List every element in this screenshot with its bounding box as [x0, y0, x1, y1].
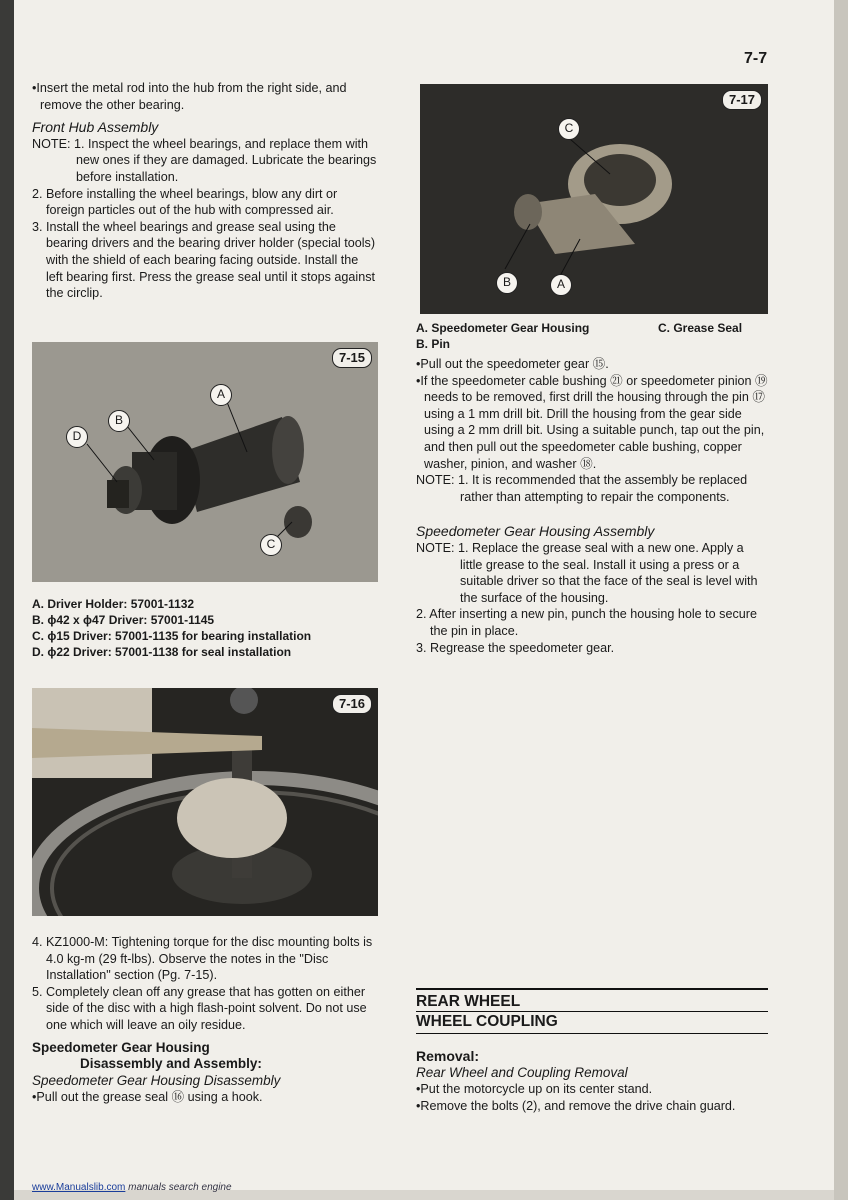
rear-wheel-section [416, 988, 768, 1114]
caption-a: A. Driver Holder: 57001-1132 [32, 597, 195, 611]
assembly-heading: Speedometer Gear Housing Assembly [416, 523, 655, 540]
assembly-step-2: 2. After inserting a new pin, punch the housing hole to secure the pin in place. [416, 607, 757, 638]
caption-b: B. ϕ42 x ϕ47 Driver: 57001-1145 [32, 613, 215, 627]
figure-7-16-photo [32, 688, 378, 916]
sgh-heading-1: Speedometer Gear Housing [32, 1039, 210, 1055]
section-title-rear-wheel: REAR WHEEL [416, 993, 521, 1010]
step-note-1: NOTE: 1. Inspect the wheel bearings, and replace them with new ones if they are damaged. Lubricate the bearings before installation. [32, 136, 377, 184]
removal-heading: Removal: [416, 1048, 480, 1064]
page-edge [834, 0, 848, 1200]
caption-a: A. Speedometer Gear Housing [416, 321, 590, 335]
footer-tagline: manuals search engine [125, 1182, 232, 1193]
removal-subheading: Rear Wheel and Coupling Removal [416, 1065, 628, 1080]
right-column [416, 320, 768, 656]
callout-b: B [496, 272, 518, 294]
figure-label-7-17: 7-17 [722, 90, 762, 110]
figure-label-7-16: 7-16 [332, 694, 372, 714]
assembly-note-1: NOTE: 1. Replace the grease seal with a new one. Apply a little grease to the seal. Install it using a press or a suitable driver so that the face of the seal is level with the surface of the housing. [416, 540, 758, 605]
sgh-heading-2: Disassembly and Assembly: [80, 1056, 262, 1072]
section-title-wheel-coupling: WHEEL COUPLING [416, 1011, 768, 1031]
page-number: 7-7 [744, 50, 768, 67]
removal-step-2: •Remove the bolts (2), and remove the drive chain guard. [416, 1098, 736, 1113]
sgh-subheading: Speedometer Gear Housing Disassembly [32, 1072, 281, 1088]
intro-text: •Insert the metal rod into the hub from the right side, and remove the other bearing. [32, 81, 347, 112]
figure-7-15-captions [32, 596, 378, 660]
caption-c: C. ϕ15 Driver: 57001-1135 for bearing installation [32, 629, 312, 643]
step-5: 5. Completely clean off any grease that has gotten on either side of the disc with a high flash-point solvent. Do not use one which will leave an oily residue. [32, 984, 367, 1032]
callout-c: C [260, 534, 282, 556]
note-replace-assembly: NOTE: 1. It is recommended that the assembly be replaced rather than attempting to repair the components. [416, 473, 748, 504]
footer [32, 1182, 232, 1193]
caption-b: B. Pin [416, 337, 451, 351]
callout-c: C [558, 118, 580, 140]
step-pull-gear: •Pull out the speedometer gear ⑮. [416, 357, 609, 371]
figure-label-7-15: 7-15 [332, 348, 372, 368]
callout-a: A [210, 384, 232, 406]
step-4: 4. KZ1000-M: Tightening torque for the disc mounting bolts is 4.0 kg-m (29 ft-lbs). Observe the notes in the "Disc Installation" section (Pg. 7-15). [32, 935, 373, 983]
callout-d: D [66, 426, 88, 448]
manualslib-link[interactable]: www.Manualslib.com [32, 1182, 126, 1193]
caption-d: D. ϕ22 Driver: 57001-1138 for seal installation [32, 645, 292, 659]
step-3: 3. Install the wheel bearings and grease seal using the bearing drivers and the bearing driver holder (special tools) with the shield of each bearing facing outside. Install the left bearing first. Press the grease seal until it stops against the circlip. [32, 219, 376, 301]
assembly-step-3: 3. Regrease the speedometer gear. [416, 640, 615, 655]
speedometer-housing-illustration [420, 84, 768, 314]
binder-edge [0, 0, 14, 1200]
left-column [32, 80, 378, 302]
front-hub-heading: Front Hub Assembly [32, 119, 159, 136]
figure-7-17-photo [420, 84, 768, 314]
left-lower-text [32, 934, 378, 1106]
removal-step-1: •Put the motorcycle up on its center stand. [416, 1082, 653, 1096]
sgh-step: •Pull out the grease seal ⑯ using a hook. [32, 1090, 263, 1105]
step-cable-bushing: •If the speedometer cable bushing ㉑ or speedometer pinion ⑲ needs to be removed, first drill the housing through the pin ⑰ using a 1 mm drill bit. Drill the housing from the gear side using a 2 mm drill bit. Using a suitable punch, tap out the pin, and then pull out the speedometer cable bushing, copper washer, pinion, and washer ⑱. [416, 373, 768, 471]
callout-b: B [108, 410, 130, 432]
figure-7-17-caption-row [416, 320, 768, 336]
bearing-driver-illustration [32, 342, 378, 582]
manual-page [14, 0, 834, 1193]
caption-c: C. Grease Seal [658, 321, 743, 335]
figure-7-15-photo [32, 342, 378, 582]
callout-a: A [550, 274, 572, 296]
hub-installation-illustration [32, 688, 378, 916]
step-2: 2. Before installing the wheel bearings, blow any dirt or foreign particles out of the hub with compressed air. [32, 186, 338, 218]
